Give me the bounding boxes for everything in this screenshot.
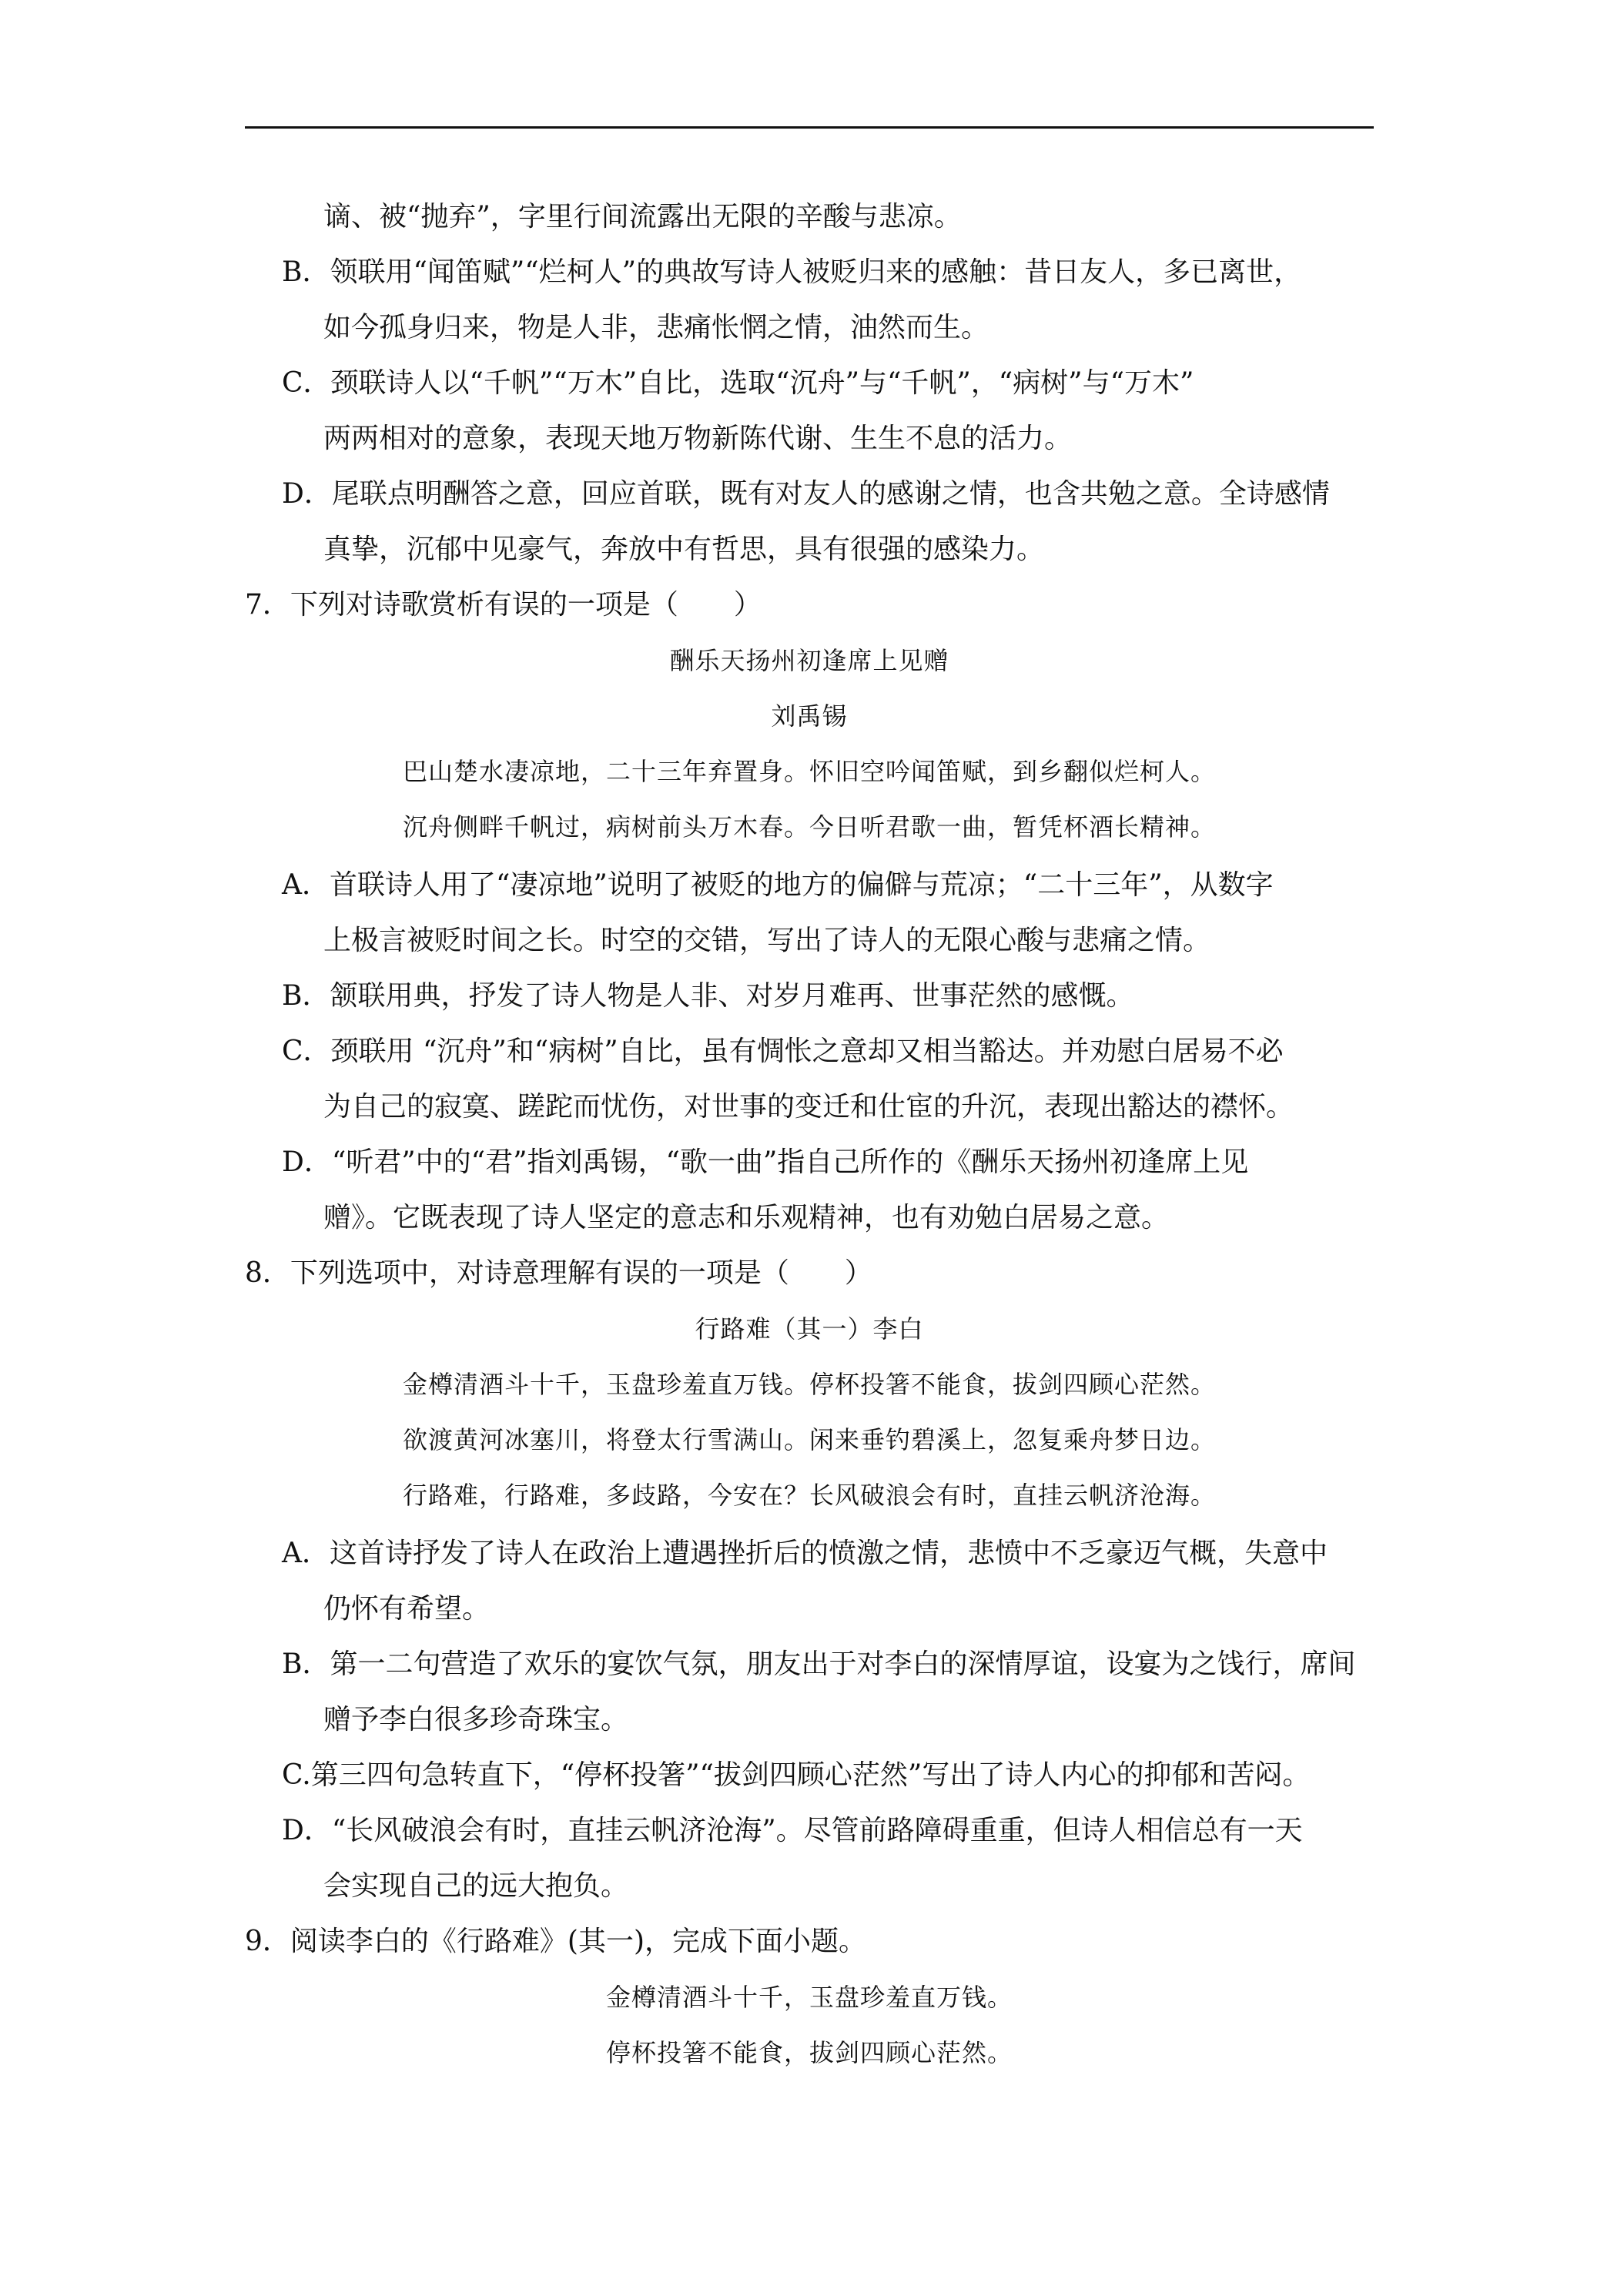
prev-option-b: B．领联用“闻笛赋”“烂柯人”的典故写诗人被贬归来的感触：昔日友人，多已离世， [282,256,1302,288]
q7-poem-line: 沉舟侧畔千帆过，病树前头万木春。今日听君歌一曲，暂凭杯酒长精神。 [402,812,1216,842]
header-rule [245,126,1374,129]
q8-option-c: C.第三四句急转直下，“停杯投箸”“拔剑四顾心茫然”写出了诗人内心的抑郁和苦闷。 [282,1759,1311,1791]
question-7-stem: 7．下列对诗歌赏析有误的一项是（ ） [245,589,762,621]
q8-option-b-cont: 赠予李白很多珍奇珠宝。 [323,1704,629,1735]
q8-option-b: B．第一二句营造了欢乐的宴饮气氛，朋友出于对李白的深情厚谊，设宴为之饯行，席间 [282,1648,1356,1680]
q8-poem-line: 行路难，行路难，多歧路，今安在？长风破浪会有时，直挂云帆济沧海。 [402,1481,1216,1510]
q8-option-d-cont: 会实现自己的远大抱负。 [323,1870,629,1902]
q8-option-a-cont: 仍怀有希望。 [323,1593,491,1625]
q8-poem-line: 欲渡黄河冰塞川，将登太行雪满山。闲来垂钓碧溪上，忽复乘舟梦日边。 [402,1425,1216,1454]
q7-option-b: B．颔联用典，抒发了诗人物是人非、对岁月难再、世事茫然的感慨。 [282,980,1134,1012]
q7-poem-author: 刘禹锡 [771,701,848,731]
prev-option-c: C．颈联诗人以“千帆”“万木”自比，选取“沉舟”与“千帆”，“病树”与“万木” [282,367,1194,399]
q8-poem-line: 金樽清酒斗十千，玉盘珍羞直万钱。停杯投箸不能食，拔剑四顾心茫然。 [402,1370,1216,1399]
q8-option-d: D．“长风破浪会有时，直挂云帆济沧海”。尽管前路障碍重重，但诗人相信总有一天 [282,1815,1303,1846]
question-9-stem: 9．阅读李白的《行路难》(其一)，完成下面小题。 [245,1926,866,1957]
q8-poem-title: 行路难（其一）李白 [695,1314,924,1344]
q7-option-a: A．首联诗人用了“凄凉地”说明了被贬的地方的偏僻与荒凉；“二十三年”，从数字 [282,869,1274,901]
prev-option-b-cont: 如今孤身归来，物是人非，悲痛怅惘之情，油然而生。 [323,312,989,343]
q7-poem-line: 巴山楚水凄凉地，二十三年弃置身。怀旧空吟闻笛赋，到乡翻似烂柯人。 [402,757,1216,786]
q7-option-d-cont: 赠》。它既表现了诗人坚定的意志和乐观精神，也有劝勉白居易之意。 [323,1202,1170,1233]
prev-option-d: D．尾联点明酬答之意，回应首联，既有对友人的感谢之情，也含共勉之意。全诗感情 [282,478,1330,510]
q7-option-a-cont: 上极言被贬时间之长。时空的交错，写出了诗人的无限心酸与悲痛之情。 [323,925,1211,956]
question-8-stem: 8．下列选项中，对诗意理解有误的一项是（ ） [245,1257,872,1289]
q8-option-a: A．这首诗抒发了诗人在政治上遭遇挫折后的愤激之情，悲愤中不乏豪迈气概，失意中 [282,1538,1328,1569]
prev-option-c-cont: 两两相对的意象，表现天地万物新陈代谢、生生不息的活力。 [323,423,1073,454]
q7-option-d: D．“听君”中的“君”指刘禹锡，“歌一曲”指自己所作的《酬乐天扬州初逢席上见 [282,1146,1249,1178]
q7-option-c-cont: 为自己的寂寞、蹉跎而忧伤，对世事的变迁和仕宦的升沉，表现出豁达的襟怀。 [323,1091,1294,1123]
q7-option-c: C．颈联用 “沉舟”和“病树”自比，虽有惆怅之意却又相当豁达。并劝慰白居易不必 [282,1036,1284,1067]
prev-option-d-cont: 真挚，沉郁中见豪气，奔放中有哲思，具有很强的感染力。 [323,534,1045,565]
q7-poem-title: 酬乐天扬州初逢席上见赠 [669,646,949,675]
q9-poem-line: 停杯投箸不能食，拔剑四顾心茫然。 [605,2038,1013,2067]
q9-poem-line: 金樽清酒斗十千，玉盘珍羞直万钱。 [605,1983,1013,2012]
prev-option-a-tail: 谪、被“抛弃”，字里行间流露出无限的辛酸与悲凉。 [323,201,962,233]
